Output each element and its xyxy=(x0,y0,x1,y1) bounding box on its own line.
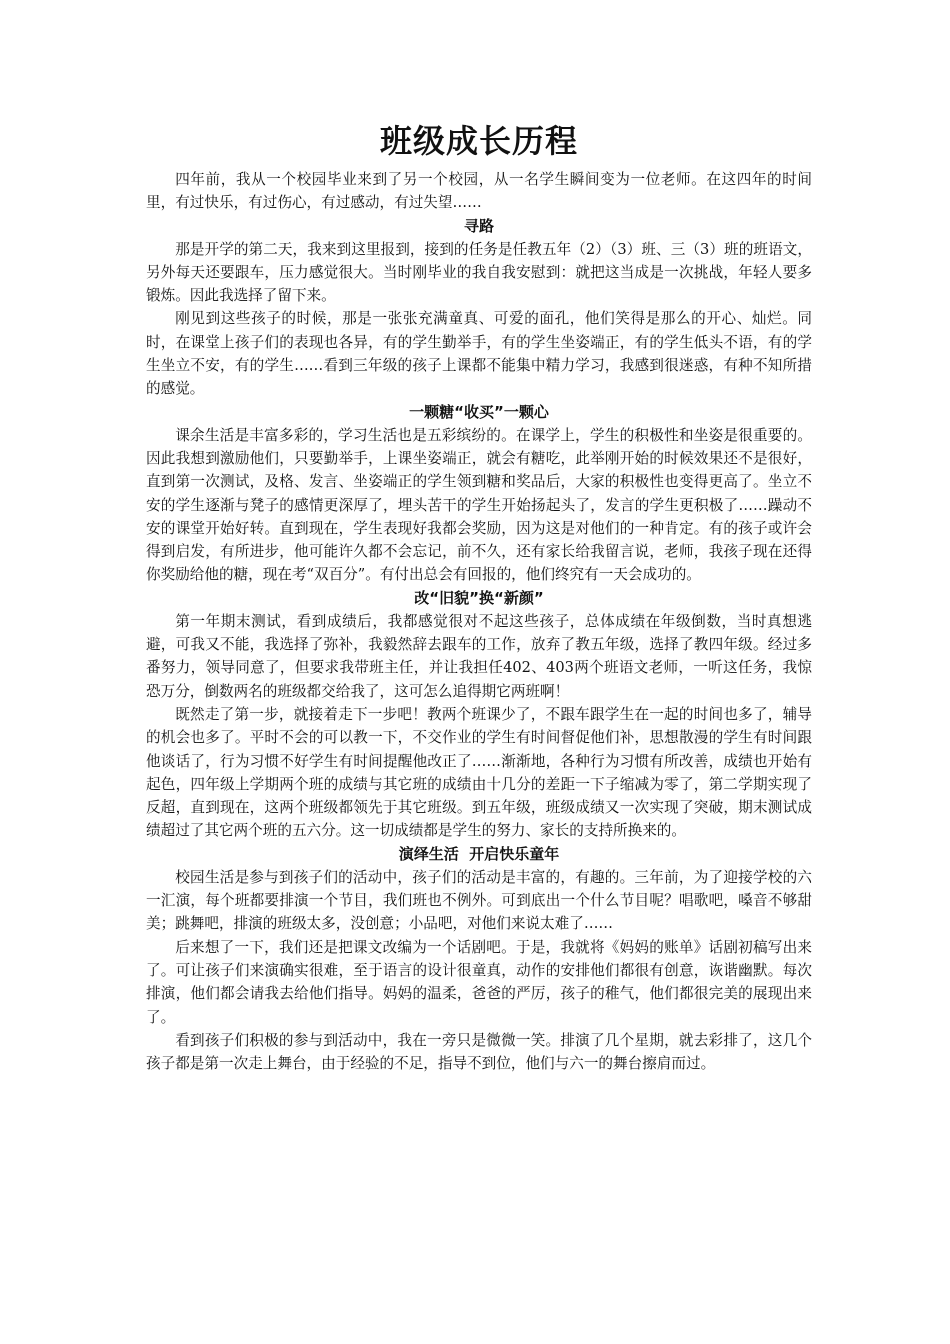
section-heading: 寻路 xyxy=(463,216,494,235)
body-paragraph: 既然走了第一步，就接着走下一步吧！教两个班课少了，不跟车跟学生在一起的时间也多了，辅导的机会也多了。平时不会的可以教一下，不交作业的学生有时间督促他们补，思想散漫的学生有时间跟他谈话了，行为习惯不好学生有时间提醒他改正了……渐渐地，各种行为习惯有所改善，成绩也开始有起色，四年级上学期两个班的成绩与其它班的成绩由十几分的差距一下子缩减为零了，第二学期实现了反超，直到现在，这两个班级都领先于其它班级。到五年级，班级成绩又一次实现了突破，期末测试成绩超过了其它两个班的五六分。这一切成绩都是学生的努力、家长的支持所换来的。 xyxy=(146,705,812,840)
section-heading: 演绎生活 开启快乐童年 xyxy=(398,844,560,863)
section-heading: 改“旧貌”换“新颜” xyxy=(414,588,544,607)
section-performing-life xyxy=(146,843,812,1076)
body-paragraph: 第一年期末测试，看到成绩后，我都感觉很对不起这些孩子，总体成绩在年级倒数，当时真想逃避，可我又不能，我选择了弥补，我毅然辞去跟车的工作，放弃了教五年级，选择了教四年级。经过多番努力，领导同意了，但要求我带班主任，并让我担任402、403两个班语文老师，一听这任务，我惊恐万分，倒数两名的班级都交给我了，这可怎么追得期它两班啊！ xyxy=(146,612,812,700)
intro-paragraph: 四年前，我从一个校园毕业来到了另一个校园，从一名学生瞬间变为一位老师。在这四年的时间里，有过快乐，有过伤心，有过感动，有过失望…… xyxy=(146,171,812,212)
body-paragraph: 看到孩子们积极的参与到活动中，我在一旁只是微微一笑。排演了几个星期，就去彩排了，这几个孩子都是第一次走上舞台，由于经验的不足，指导不到位，他们与六一的舞台擦肩而过。 xyxy=(146,1031,812,1073)
section-new-look xyxy=(146,587,812,843)
body-paragraph: 课余生活是丰富多彩的，学习生活也是五彩缤纷的。在课学上，学生的积极性和坐姿是很重要的。因此我想到激励他们，只要勤举手，上课坐姿端正，就会有糖吃，此举刚开始的时候效果还不是很好，直到第一次测试，及格、发言、坐姿端正的学生领到糖和奖品后，大家的积极性也变得更高了。坐立不安的学生逐渐与凳子的感情更深厚了，埋头苦干的学生开始扬起头了，发言的学生更积极了……躁动不安的课堂开始好转。直到现在，学生表现好我都会奖励，因为这是对他们的一种肯定。有的孩子或许会得到启发，有所进步，他可能许久都不会忘记，前不久，还有家长给我留言说，老师，我孩子现在还得你奖励给他的糖，现在考“双百分”。有付出总会有回报的，他们终究有一天会成功的。 xyxy=(146,426,812,584)
body-paragraph: 校园生活是参与到孩子们的活动中，孩子们的活动是丰富的，有趣的。三年前，为了迎接学校的六一汇演，每个班都要排演一个节目，我们班也不例外。可到底出一个什么节目呢？唱歌吧，嗓音不够甜美；跳舞吧，排演的班级太多，没创意；小品吧，对他们来说太难了…… xyxy=(146,868,812,933)
section-candy-for-heart xyxy=(146,401,812,587)
body-paragraph: 后来想了一下，我们还是把课文改编为一个话剧吧。于是，我就将《妈妈的账单》话剧初稿写出来了。可让孩子们来演确实很难，至于语言的设计很童真，动作的安排他们都很有创意，诙谐幽默。每次排演，他们都会请我去给他们指导。妈妈的温柔，爸爸的严厉，孩子的稚气，他们都很完美的展现出来了。 xyxy=(146,938,812,1026)
document-page xyxy=(146,118,812,1075)
document-title: 班级成长历程 xyxy=(379,122,578,160)
section-heading: 一颗糖“收买”一颗心 xyxy=(409,402,549,421)
section-finding-the-way xyxy=(146,215,812,401)
body-paragraph: 刚见到这些孩子的时候，那是一张张充满童真、可爱的面孔，他们笑得是那么的开心、灿烂。同时，在课堂上孩子们的表现也各异，有的学生勤举手，有的学生坐姿端正，有的学生低头不语，有的学生坐立不安，有的学生……看到三年级的孩子上课都不能集中精力学习，我感到很迷惑，有种不知所措的感觉。 xyxy=(146,310,812,398)
body-paragraph: 那是开学的第二天，我来到这里报到，接到的任务是任教五年（2）（3）班、三（3）班的班语文，另外每天还要跟车，压力感觉很大。当时刚毕业的我自我安慰到：就把这当成是一次挑战，年轻人要多锻炼。因此我选择了留下来。 xyxy=(146,240,812,305)
